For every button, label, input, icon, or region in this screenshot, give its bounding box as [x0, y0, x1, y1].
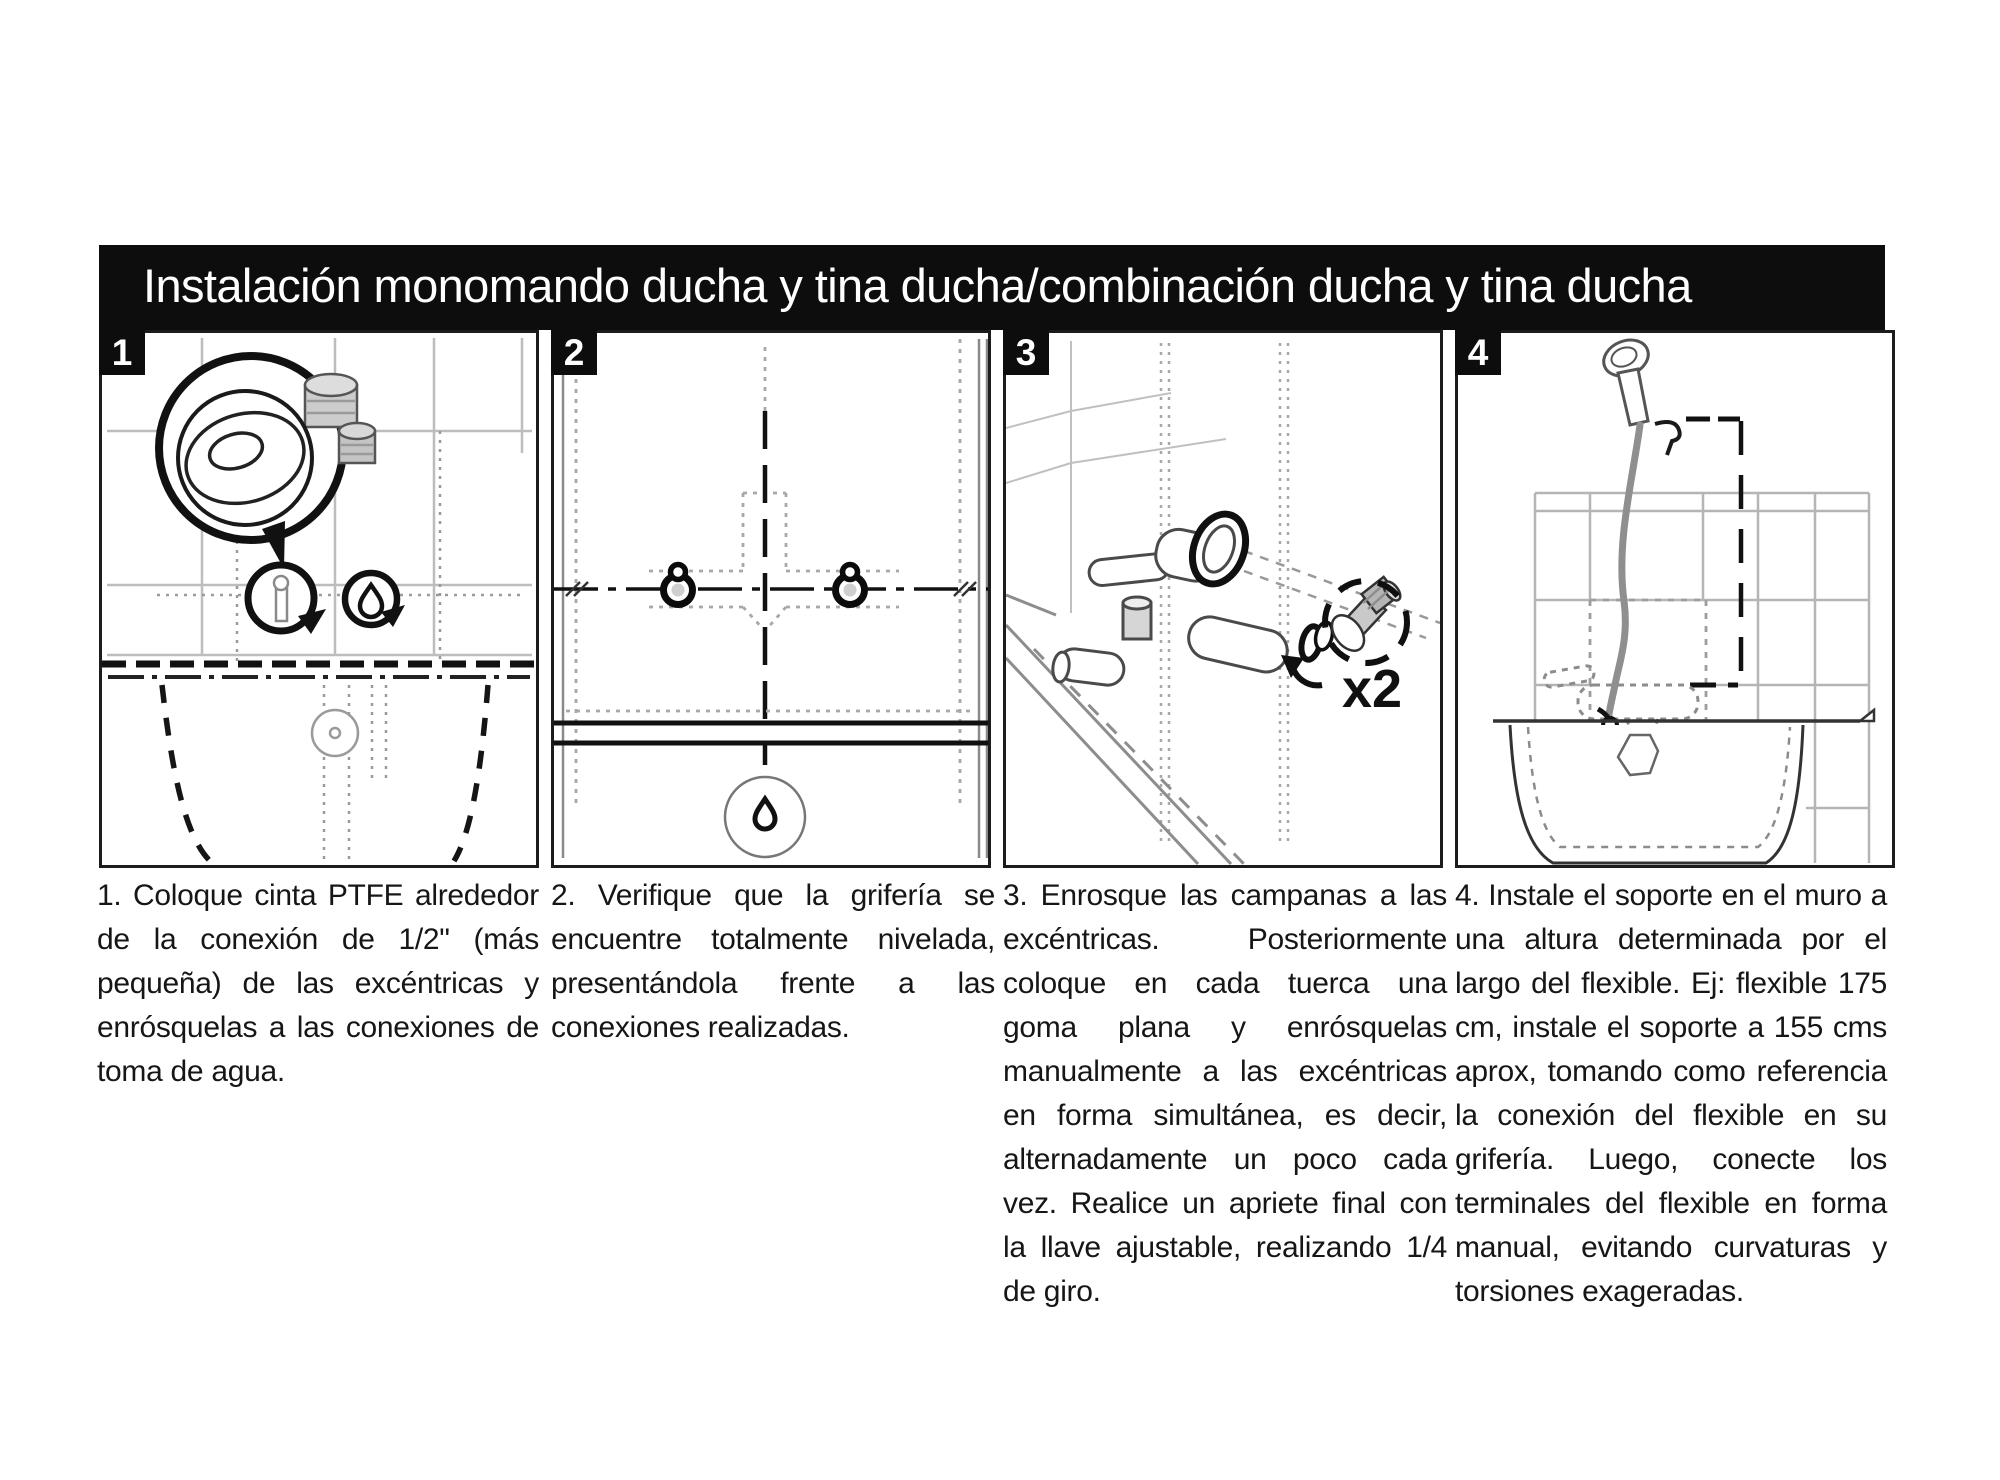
step-4-number-badge: 4 [1455, 330, 1501, 375]
step-3-instruction: 3. Enrosque las campanas a las excéntricas. Posteriormente coloque en cada tuerca una goma plana y enrósquelas manualmente a las excéntricas en forma simultánea, es decir, alternadamente un poco cada vez. Realice un apriete final con la llave ajustable, realizando 1/4 de giro. [1003, 879, 1447, 1308]
flat-rubber-gaskets [1298, 621, 1335, 662]
arrowhead [1281, 655, 1304, 678]
wall-dotted-lines [576, 339, 960, 803]
screw-in-rotation-circle [248, 565, 326, 634]
step-3-illustration [1006, 333, 1440, 865]
magnifier-detail-circle [159, 356, 375, 540]
step-1-illustration [102, 333, 536, 865]
tub-rim-dashed [102, 664, 536, 677]
step-3-panel [1003, 330, 1443, 868]
wall-support-bracket [1655, 422, 1680, 455]
title-bar [99, 245, 1885, 330]
step-4-instruction: 4. Instale el soporte en el muro a una altura determinada por el largo del flexible. Ej: flexible 175 cm, instale el soporte a 155 cms aprox, tomando como referencia la conexión del flexible en su grifería. Luego, conecte los terminales del flexible en forma manual, evitando curvaturas y torsiones exageradas. [1455, 879, 1887, 1308]
step-3-number-badge: 3 [1003, 330, 1049, 375]
faucet-assembly [1051, 507, 1291, 687]
tub-drain [725, 777, 805, 857]
tighten-arrow [1281, 655, 1322, 685]
faucet-body-dotted-outline [649, 493, 899, 631]
step-2-illustration [554, 333, 988, 865]
step-1-number-badge: 1 [99, 330, 145, 375]
hand-shower [1598, 334, 1653, 425]
height-dimension-lines [1686, 419, 1741, 685]
tub-drain-outline [312, 710, 358, 756]
shower-handle [1618, 369, 1648, 425]
page-title: Instalación monomando ducha y tina ducha/combinación ducha y tina ducha [143, 259, 1692, 312]
water-outlet-rotation-circle [345, 573, 405, 627]
eccentric-connection-left [664, 565, 693, 605]
step-1-instruction: 1. Coloque cinta PTFE alrededor de la conexión de 1/2" (más pequeña) de las excéntricas y enrósquelas a las conexiones de toma de agua. [97, 879, 539, 1088]
step-2-instruction: 2. Verifique que la grifería se encuentre totalmente nivelada, presentándola frente a las conexiones realizadas. [551, 879, 995, 1044]
x2-label: x2 [1342, 659, 1403, 719]
bathtub [1493, 710, 1874, 863]
tub-rim-lines [554, 723, 988, 743]
step-2-number-badge: 2 [551, 330, 597, 375]
pipe-chase-dotted-lines [1161, 343, 1288, 843]
step-2-panel [551, 330, 991, 868]
step-4-panel [1455, 330, 1895, 868]
outlet-pipe [1185, 613, 1292, 676]
centerline-cross [554, 411, 988, 785]
recess-dashed-outline [1590, 600, 1706, 721]
step-1-panel [99, 330, 539, 868]
step-4-illustration [1458, 333, 1884, 865]
